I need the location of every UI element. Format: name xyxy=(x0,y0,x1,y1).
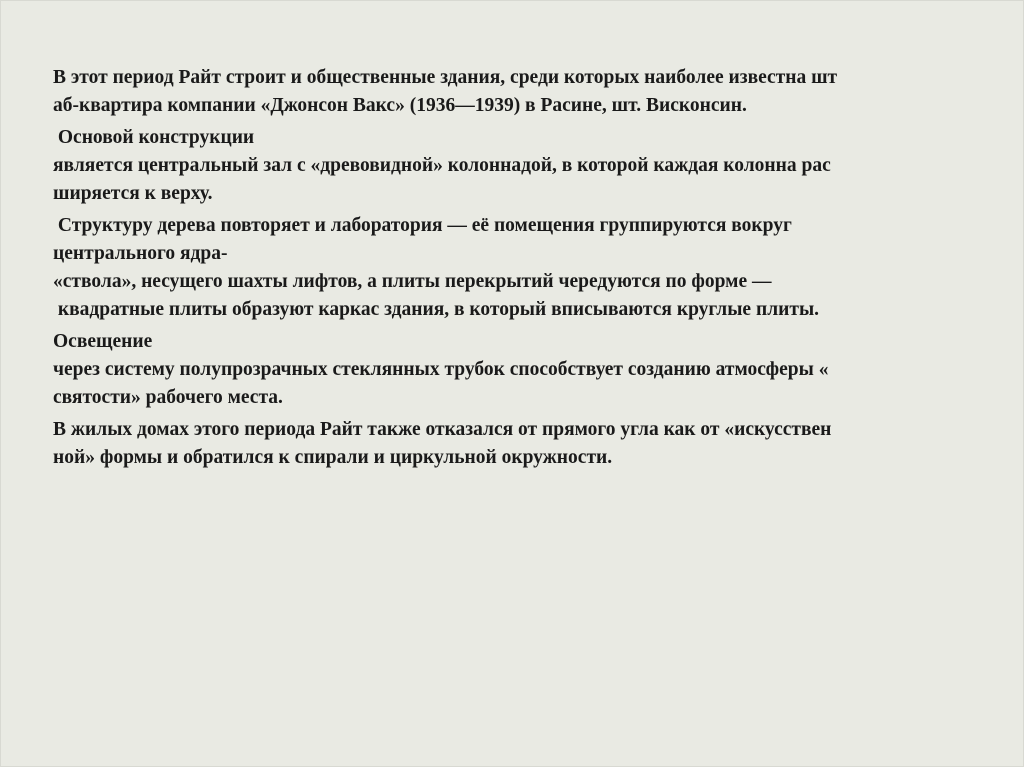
text-line: В жилых домах этого периода Райт также отказался от прямого угла как от «искусствен xyxy=(53,419,832,440)
paragraph-johnson-wax xyxy=(53,64,983,120)
text-line: ной» формы и обратился к спирали и циркульной окружности. xyxy=(53,447,613,468)
paragraph-residential xyxy=(53,416,983,472)
text-line: Освещение xyxy=(53,331,153,352)
text-line: квадратные плиты образуют каркас здания, в который вписываются круглые плиты. xyxy=(53,299,820,320)
text-line: В этот период Райт строит и общественные здания, среди которых наиболее известна шт xyxy=(53,67,838,88)
text-line: центрального ядра- xyxy=(53,243,228,264)
text-line: «ствола», несущего шахты лифтов, а плиты перекрытий чередуются по форме — xyxy=(53,271,772,292)
text-line: святости» рабочего места. xyxy=(53,387,283,408)
text-line: через систему полупрозрачных стеклянных трубок способствует созданию атмосферы « xyxy=(53,359,829,380)
text-line: Основой конструкции xyxy=(53,127,255,148)
paragraph-laboratory xyxy=(53,212,983,324)
text-line: ширяется к верху. xyxy=(53,183,213,204)
text-line: Структуру дерева повторяет и лаборатория — её помещения группируются вокруг xyxy=(53,215,792,236)
text-line: аб-квартира компании «Джонсон Вакс» (1936—1939) в Расине, шт. Висконсин. xyxy=(53,95,747,116)
text-line: является центральный зал с «древовидной» колоннадой, в которой каждая колонна рас xyxy=(53,155,831,176)
paragraph-lighting xyxy=(53,328,983,412)
paragraph-construction xyxy=(53,124,983,208)
slide-text-block xyxy=(53,64,983,476)
